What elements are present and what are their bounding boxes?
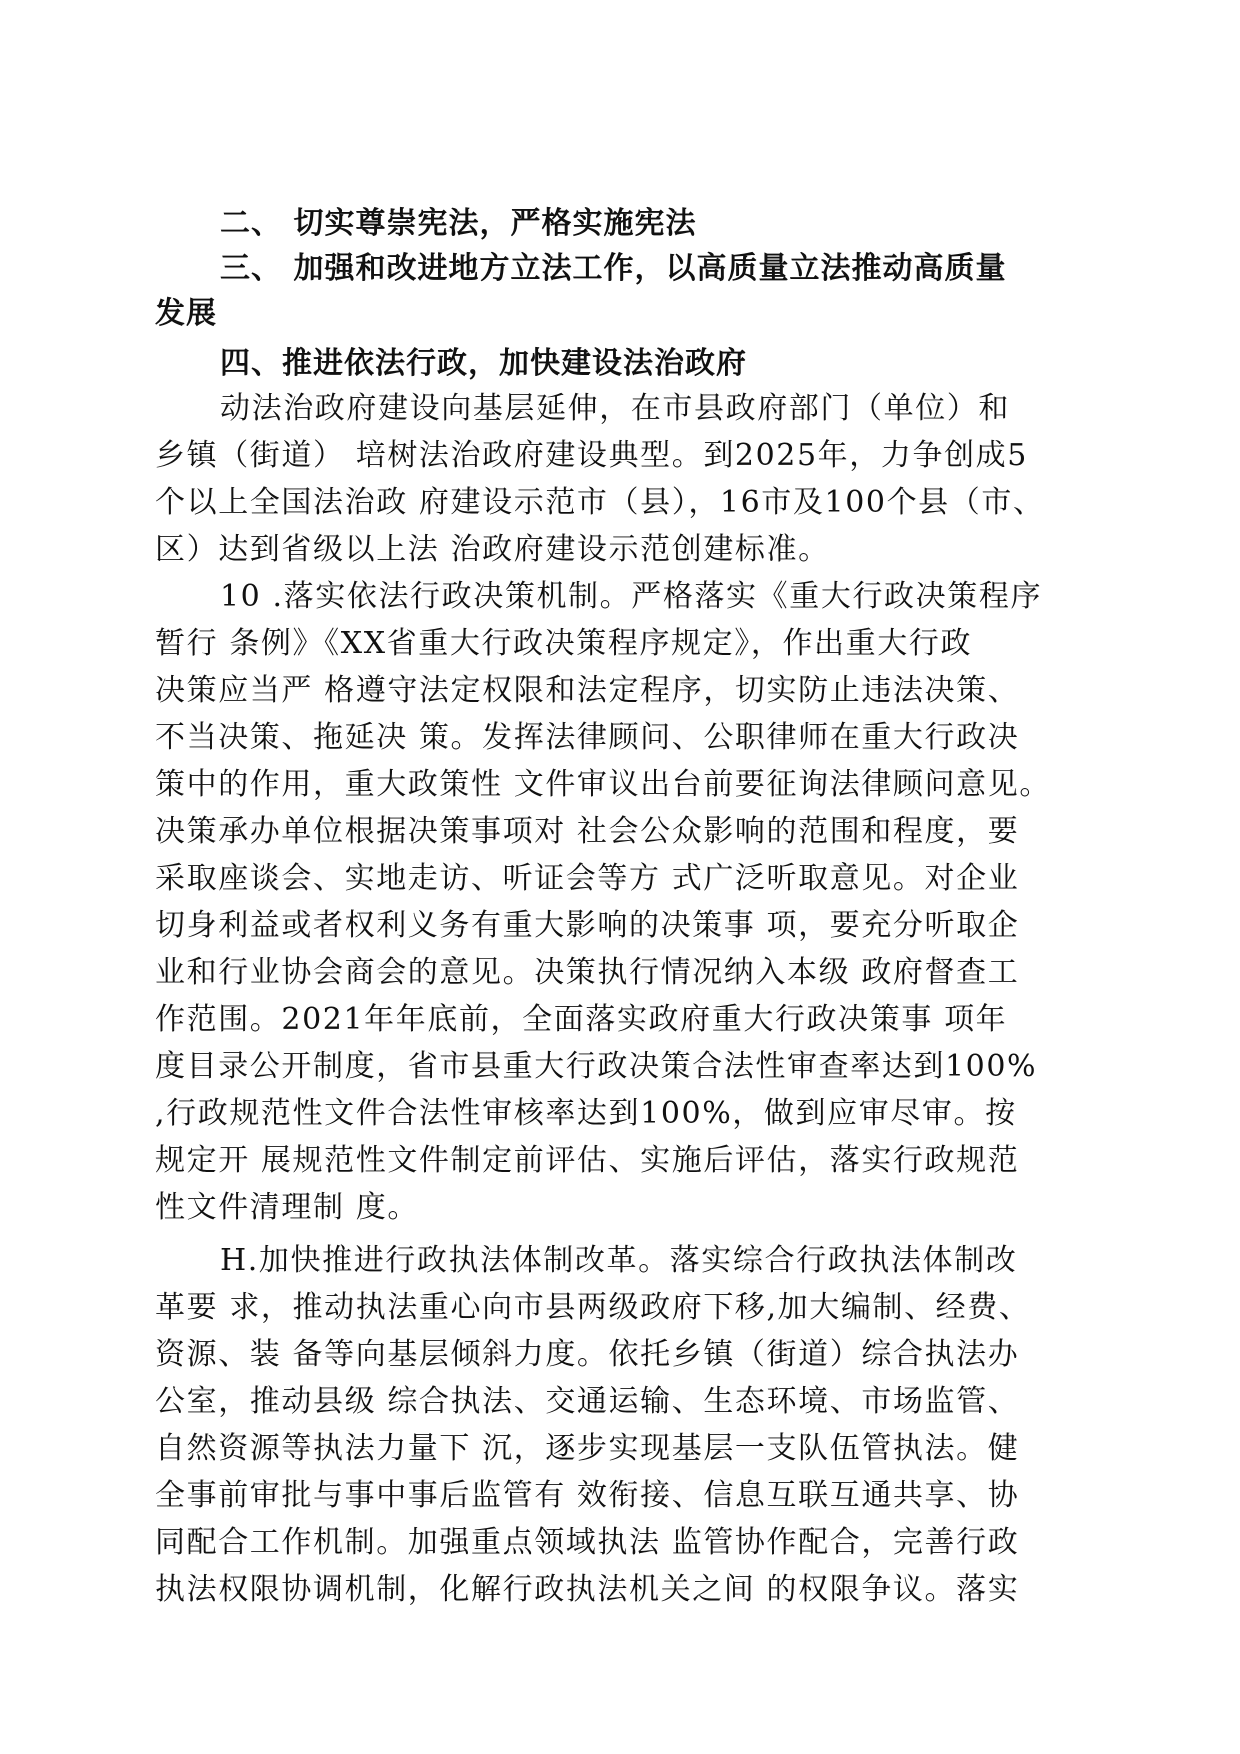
paragraph-line: H.加快推进行政执法体制改革。落实综合行政执法体制改	[220, 1243, 1018, 1278]
paragraph-line: 切身利益或者权利义务有重大影响的决策事 项，要充分听取企	[155, 908, 1020, 943]
paragraph-line: 决策应当严 格遵守法定权限和法定程序，切实防止违法决策、	[155, 673, 1020, 708]
paragraph-line: 10 .落实依法行政决策机制。严格落实《重大行政决策程序	[220, 579, 1043, 614]
paragraph-line: 动法治政府建设向基层延伸，在市县政府部门（单位）和	[220, 391, 1010, 426]
paragraph-line: 作范围。2021年年底前，全面落实政府重大行政决策事 项年	[155, 1002, 1008, 1037]
paragraph-line: 执法权限协调机制，化解行政执法机关之间 的权限争议。落实	[155, 1572, 1020, 1607]
paragraph-line: 革要 求，推动执法重心向市县两级政府下移,加大编制、经费、	[155, 1290, 1031, 1325]
paragraph-line: 乡镇（街道） 培树法治政府建设典型。到2025年，力争创成5	[155, 438, 1028, 473]
paragraph-line: 策中的作用，重大政策性 文件审议出台前要征询法律顾问意见。	[155, 767, 1051, 802]
paragraph-line: 同配合工作机制。加强重点领域执法 监管协作配合，完善行政	[155, 1525, 1020, 1560]
paragraph-line: 暂行 条例》《XX省重大行政决策程序规定》，作出重大行政	[155, 626, 973, 661]
paragraph-line: 个以上全国法治政 府建设示范市（县），16市及100个县（市、	[155, 485, 1045, 520]
heading-section-3: 三、 加强和改进地方立法工作，以高质量立法推动高质量	[220, 251, 1007, 286]
paragraph-line: 资源、装 备等向基层倾斜力度。依托乡镇（街道）综合执法办	[155, 1337, 1020, 1372]
paragraph-line: 不当决策、拖延决 策。发挥法律顾问、公职律师在重大行政决	[155, 720, 1020, 755]
paragraph-line: ,行政规范性文件合法性审核率达到100%，做到应审尽审。按	[155, 1096, 1017, 1131]
paragraph-line: 决策承办单位根据决策事项对 社会公众影响的范围和程度，要	[155, 814, 1020, 849]
heading-section-2: 二、 切实尊崇宪法，严格实施宪法	[220, 206, 697, 241]
paragraph-line: 性文件清理制 度。	[155, 1190, 419, 1225]
paragraph-line: 度目录公开制度，省市县重大行政决策合法性审查率达到100%	[155, 1049, 1038, 1084]
paragraph-line: 规定开 展规范性文件制定前评估、实施后评估，落实行政规范	[155, 1143, 1020, 1178]
heading-section-4: 四、推进依法行政，加快建设法治政府	[220, 346, 747, 381]
paragraph-line: 采取座谈会、实地走访、听证会等方 式广泛听取意见。对企业	[155, 861, 1020, 896]
heading-section-3-continued: 发展	[155, 296, 217, 331]
paragraph-line: 区）达到省级以上法 治政府建设示范创建标准。	[155, 532, 830, 567]
paragraph-line: 自然资源等执法力量下 沉，逐步实现基层一支队伍管执法。健	[155, 1431, 1020, 1466]
paragraph-line: 业和行业协会商会的意见。决策执行情况纳入本级 政府督查工	[155, 955, 1020, 990]
paragraph-line: 全事前审批与事中事后监管有 效衔接、信息互联互通共享、协	[155, 1478, 1020, 1513]
paragraph-line: 公室，推动县级 综合执法、交通运输、生态环境、市场监管、	[155, 1384, 1020, 1419]
